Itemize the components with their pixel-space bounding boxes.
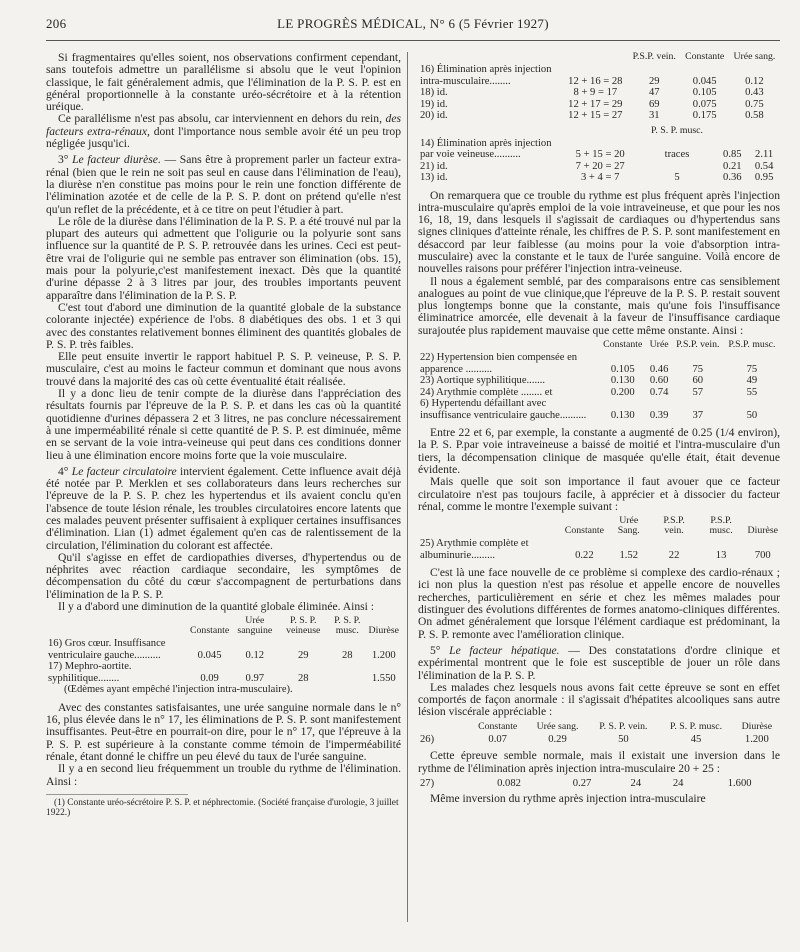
table-hepatic-26 [418,722,780,746]
table-header-row: Constante Urée P.S.P. vein. P.S.P. musc. [603,339,776,351]
table-header-row: Constante Urée sang. P. S. P. vein. P. S. P. musc. Diurèse [478,720,773,732]
table-row: 22) Hypertension bien compensée en apparence .......... 0.105 0.46 75 75 [420,352,758,375]
table-header-row: Constante Urée sanguine P. S. P. veineuse P. S. P. musc. Diurèse [190,615,399,637]
paragraph: Les malades chez lesquels nous avons fait cette épreuve se sont en effet comportés de façon anormale : il s'agissait d'hépatites alcooliques sans autre lésion viscérale appréciable : [418,680,780,719]
footnote-separator [46,794,188,795]
table-header-row: Constante Urée Sang. P.S.P. vein. P.S.P. musc. Diurèse [564,515,778,537]
paragraph: Il y a en second lieu fréquemment un trouble du rythme de l'élimination. Ainsi : [46,762,401,788]
table-rhythm-intramuscular [418,52,780,122]
paragraph: On remarquera que ce trouble du rythme est plus fréquent après l'injection intra-musculaire qu'après emploi de la voie intraveineuse, et que pour les nos 16, 18, 19, dans lesquels il s'agissait de cardiaques ou d'hypertendus sans signes cliniques d'atteinte rénale, les chiffres de P. S. P. sont manifestement en désaccord par leur faiblesse (au moins pour la voie d'absorption intra-musculaire) avec la constante et le taux de l'urée sanguine. Voilà encore de nouvelles raisons pour préférer l'injection intra-veineuse. [418,188,780,276]
table-header-row: P.S.P. vein. Constante Urée sang. [632,51,776,62]
paragraph: Si fragmentaires qu'elles soient, nos observations confirment cependant, sans toutefois admettre un parallélisme si absolu que le veut l'opinion classique, le fait généralement admis, que l'élimination de la P. S. P. est en général proportionnelle à la constante uréo-sécrétoire et à la rétention uréique. [46,51,401,114]
table-row: 16) Élimination après injection intra-musculaire........ 12 + 16 = 28 29 0.045 0.12 [420,64,764,87]
paragraph: Mais quelle que soit son importance il faut avouer que ce facteur circulatoire n'est pas toujours facile, à apprécier et à dissocier du facteur rénal, comme le montre l'exemple suivant : [418,475,780,513]
paragraph: C'est tout d'abord une diminution de la quantité globale de la substance colorante injectée) expérience de l'obs. 8 diabétiques des obs. 1 et 3 qui avec des constantes relativement bonnes éliminent des quantités globales de P. S. P. très faibles. [46,300,401,351]
running-header [46,16,780,34]
table-row: 17) Mephro-aortite. syphilitique........ 0.09 0.97 28 1.550 [48,661,396,684]
table-circulatory-1 [46,616,401,696]
table-row: 20) id. 12 + 15 = 27 31 0.175 0.58 [420,110,764,121]
table-row: 19) id. 12 + 17 = 29 69 0.075 0.75 [420,98,764,110]
paragraph: Il nous a également semblé, par des comparaisons entre cas sensiblement analogues au point de vue clinique,que l'épreuve de la P. S. P. restait souvent plus longtemps bonne que la constante, mais qu'une fois l'insuffisance éliminatrice amorcée, elle devenait à la faveur de l'insuffisance cardiaque surajoutée plus rapidement mauvaise que cette même onstante. Ainsi : [418,274,780,337]
left-column [46,52,401,819]
table-cardiac-cases [418,340,780,421]
journal-title: LE PROGRÈS MÉDICAL, N° 6 (5 Février 1927) [277,16,549,31]
paragraph: Le rôle de la diurèse dans l'élimination de la P. S. P. a été trouvé nul par la plupart des auteurs qui admettent que l'oligurie ou la polyurie sont sans influence sur la quantité de P. S. P. retrouvée dans les urines. Ceci est peut-être vrai de l'oligurie qui ne semble pas entraver son élimination (obs. 15), mais pour la polyurie,c'est manifestement inexact. Dès que la quantité d'urine dépasse 2 à 3 litres par jour, des troubles importants peuvent apparaître dans l'élimination de la P. S. P. [46,214,401,302]
table-arythmie [418,516,780,561]
table-row: 24) Arythmie complète ........ et 0.200 0.74 57 55 [420,386,758,398]
table-row: 13) id. 3 + 4 = 7 5 0.36 0.95 [420,172,774,183]
paragraph: Entre 22 et 6, par exemple, la constante a augmenté de 0.25 (1/4 environ), la P. S. P.par voie intraveineuse a baissé de moitié et l'intra-musculaire d'un tiers, la décompensation clinique de masquée qu'elle était, était devenue évidente. [418,426,780,476]
table-row: 23) Aortique syphilitique....... 0.130 0.60 60 49 [420,375,758,387]
table-row: 26) 0.07 0.29 50 45 1.200 [420,733,769,745]
table-row: 21) id. 7 + 20 = 27 0.21 0.54 [420,160,774,172]
table-row: 25) Arythmie complète et albuminurie......... 0.22 1.52 22 13 700 [420,538,771,561]
page-number: 206 [46,16,67,31]
paragraph: C'est là une face nouvelle de ce problème si complexe des cardio-rénaux ; ici non plus la question n'est pas résolue et appelle encore de nouvelles recherches, particulièrement en série et chez les mêmes malades pour distinguer des évolutions différentes de formes anatomo-cliniques différentes. On admet généralement que lorsque l'élément cardiaque est prédominant, la P. S. P. remonte avec l'amélioration clinique. [418,566,780,641]
paragraph: Avec des constantes satisfaisantes, une urée sanguine normale dans le n° 16, plus élevée dans le n° 17, les éliminations de P. S. P. sont manifestement insuffisantes. Peut-être en pourrait-on dire, pour le n° 17, que l'épreuve à la P. S. P. est supérieure à la constante comme témoin de l'imperméabilité rénale, étant donné le chiffre un peu élevé du taux de l'urée sanguine. [46,700,401,764]
paragraph: Il y a d'abord une diminution de la quantité globale éliminée. Ainsi : [58,600,375,614]
table-row: 14) Élimination après injection par voie veineuse.......... 5 + 15 = 20 traces 0.85 2.11 [420,137,774,160]
paragraph: Ce parallélisme n'est pas absolu, car interviennent en dehors du rein, des facteurs extra-rénaux, dont l'importance nous semble avoir été un peu trop négligée jusqu'ici. [46,112,401,151]
header-rule [46,40,780,41]
section-hepatique: 5° Le facteur hépatique. — Des constatations d'ordre clinique et expérimental montrent que le foie est susceptible de jouer un rôle dans l'élimination de la P. S. P. [418,643,780,682]
paragraph: Qu'il s'agisse en effet de cardiopathies diverses, d'hypertendus ou de néphrites avec réaction cardiaque secondaire, les symptômes de décompensation du côté du cœur s'accompagnent de perturbations dans l'élimination de la P. S. P. [46,550,401,601]
table-note-row: (Œdèmes ayant empêché l'injection intra-musculaire). [64,684,293,696]
paragraph: Cette épreuve semble normale, mais il existait une inversion dans le rythme de l'élimination après injection intra-musculaire 20 + 25 : [418,749,780,775]
footnote: (1) Constante uréo-sécrétoire P. S. P. et néphrectomie. (Société française d'urologie, 3 juillet 1922.) [46,797,399,819]
table-row: 27) 0.082 0.27 24 24 1.600 [420,777,752,789]
table-row: 16) Gros cœur. Insuffisance ventriculaire gauche.......... 0.045 0.12 29 28 1.200 [48,638,396,661]
right-column [418,52,780,806]
column-divider [407,52,408,922]
table-header-row: P. S. P. musc. [650,124,703,136]
table-hepatic-27 [418,778,780,790]
table-row: 18) id. 8 + 9 = 17 47 0.105 0.43 [420,87,764,98]
section-diurese: 3° Le facteur diurèse. — Sans être à proprement parler un facteur extra-rénal (bien que le rein ne soit pas seul en cause dans l'élimination de l'eau), la diurèse n'en constitue pas moins pour le rein une fonction différente de l'élimination azotée et de celle de la P. S. P. dont on prétend qu'elle n'est qu'un reflet de la précédente, et à ce titre on peut l'étudier à part. [46,153,401,216]
table-row: 6) Hypertendu défaillant avec insuffisance ventriculaire gauche.......... 0.130 0.39 37 50 [420,398,758,421]
section-circulatoire: 4° Le facteur circulatoire intervient également. Cette influence avait déjà été notée par P. Merklen et ses collaborateurs dans leurs recherches sur l'épreuve de la P. S. P. chez les hypertendus et ils avaient conclu qu'en l'absence de toute lésion rénale, les troubles circulatoires encore latents que ces malades peuvent présenter suffisaient à expliquer certaines insuffisances d'élimination. Lian (1) admet également qu'en cas de ralentissement de la circulation, l'élimination du colorant est affectée. [46,464,401,552]
paragraph: Même inversion du rythme après injection intra-musculaire [430,792,706,806]
paragraph: Il y a donc lieu de tenir compte de la diurèse dans l'appréciation des résultats fournis par l'épreuve de la P. S. P. et dans les cas où la quantité quotidienne d'urines dépassera 2 et 3 litres, ne pas conclure nécessairement à une imperméabilité rénale si cette quantité de P. S. P. est diminuée, même en se servant de la voie intra-veineuse qui peut dans ces conditions donner lieu à une élimination encore moins forte que la voie musculaire. [46,387,401,462]
table-rhythm-intravenous [418,126,780,184]
paragraph: Elle peut ensuite invertir le rapport habituel P. S. P. veineuse, P. S. P. musculaire, c'est au moins le facteur commun et dominant que nous avons trouvé dans la majorité des cas où cette éventualité était réalisée. [46,350,401,388]
